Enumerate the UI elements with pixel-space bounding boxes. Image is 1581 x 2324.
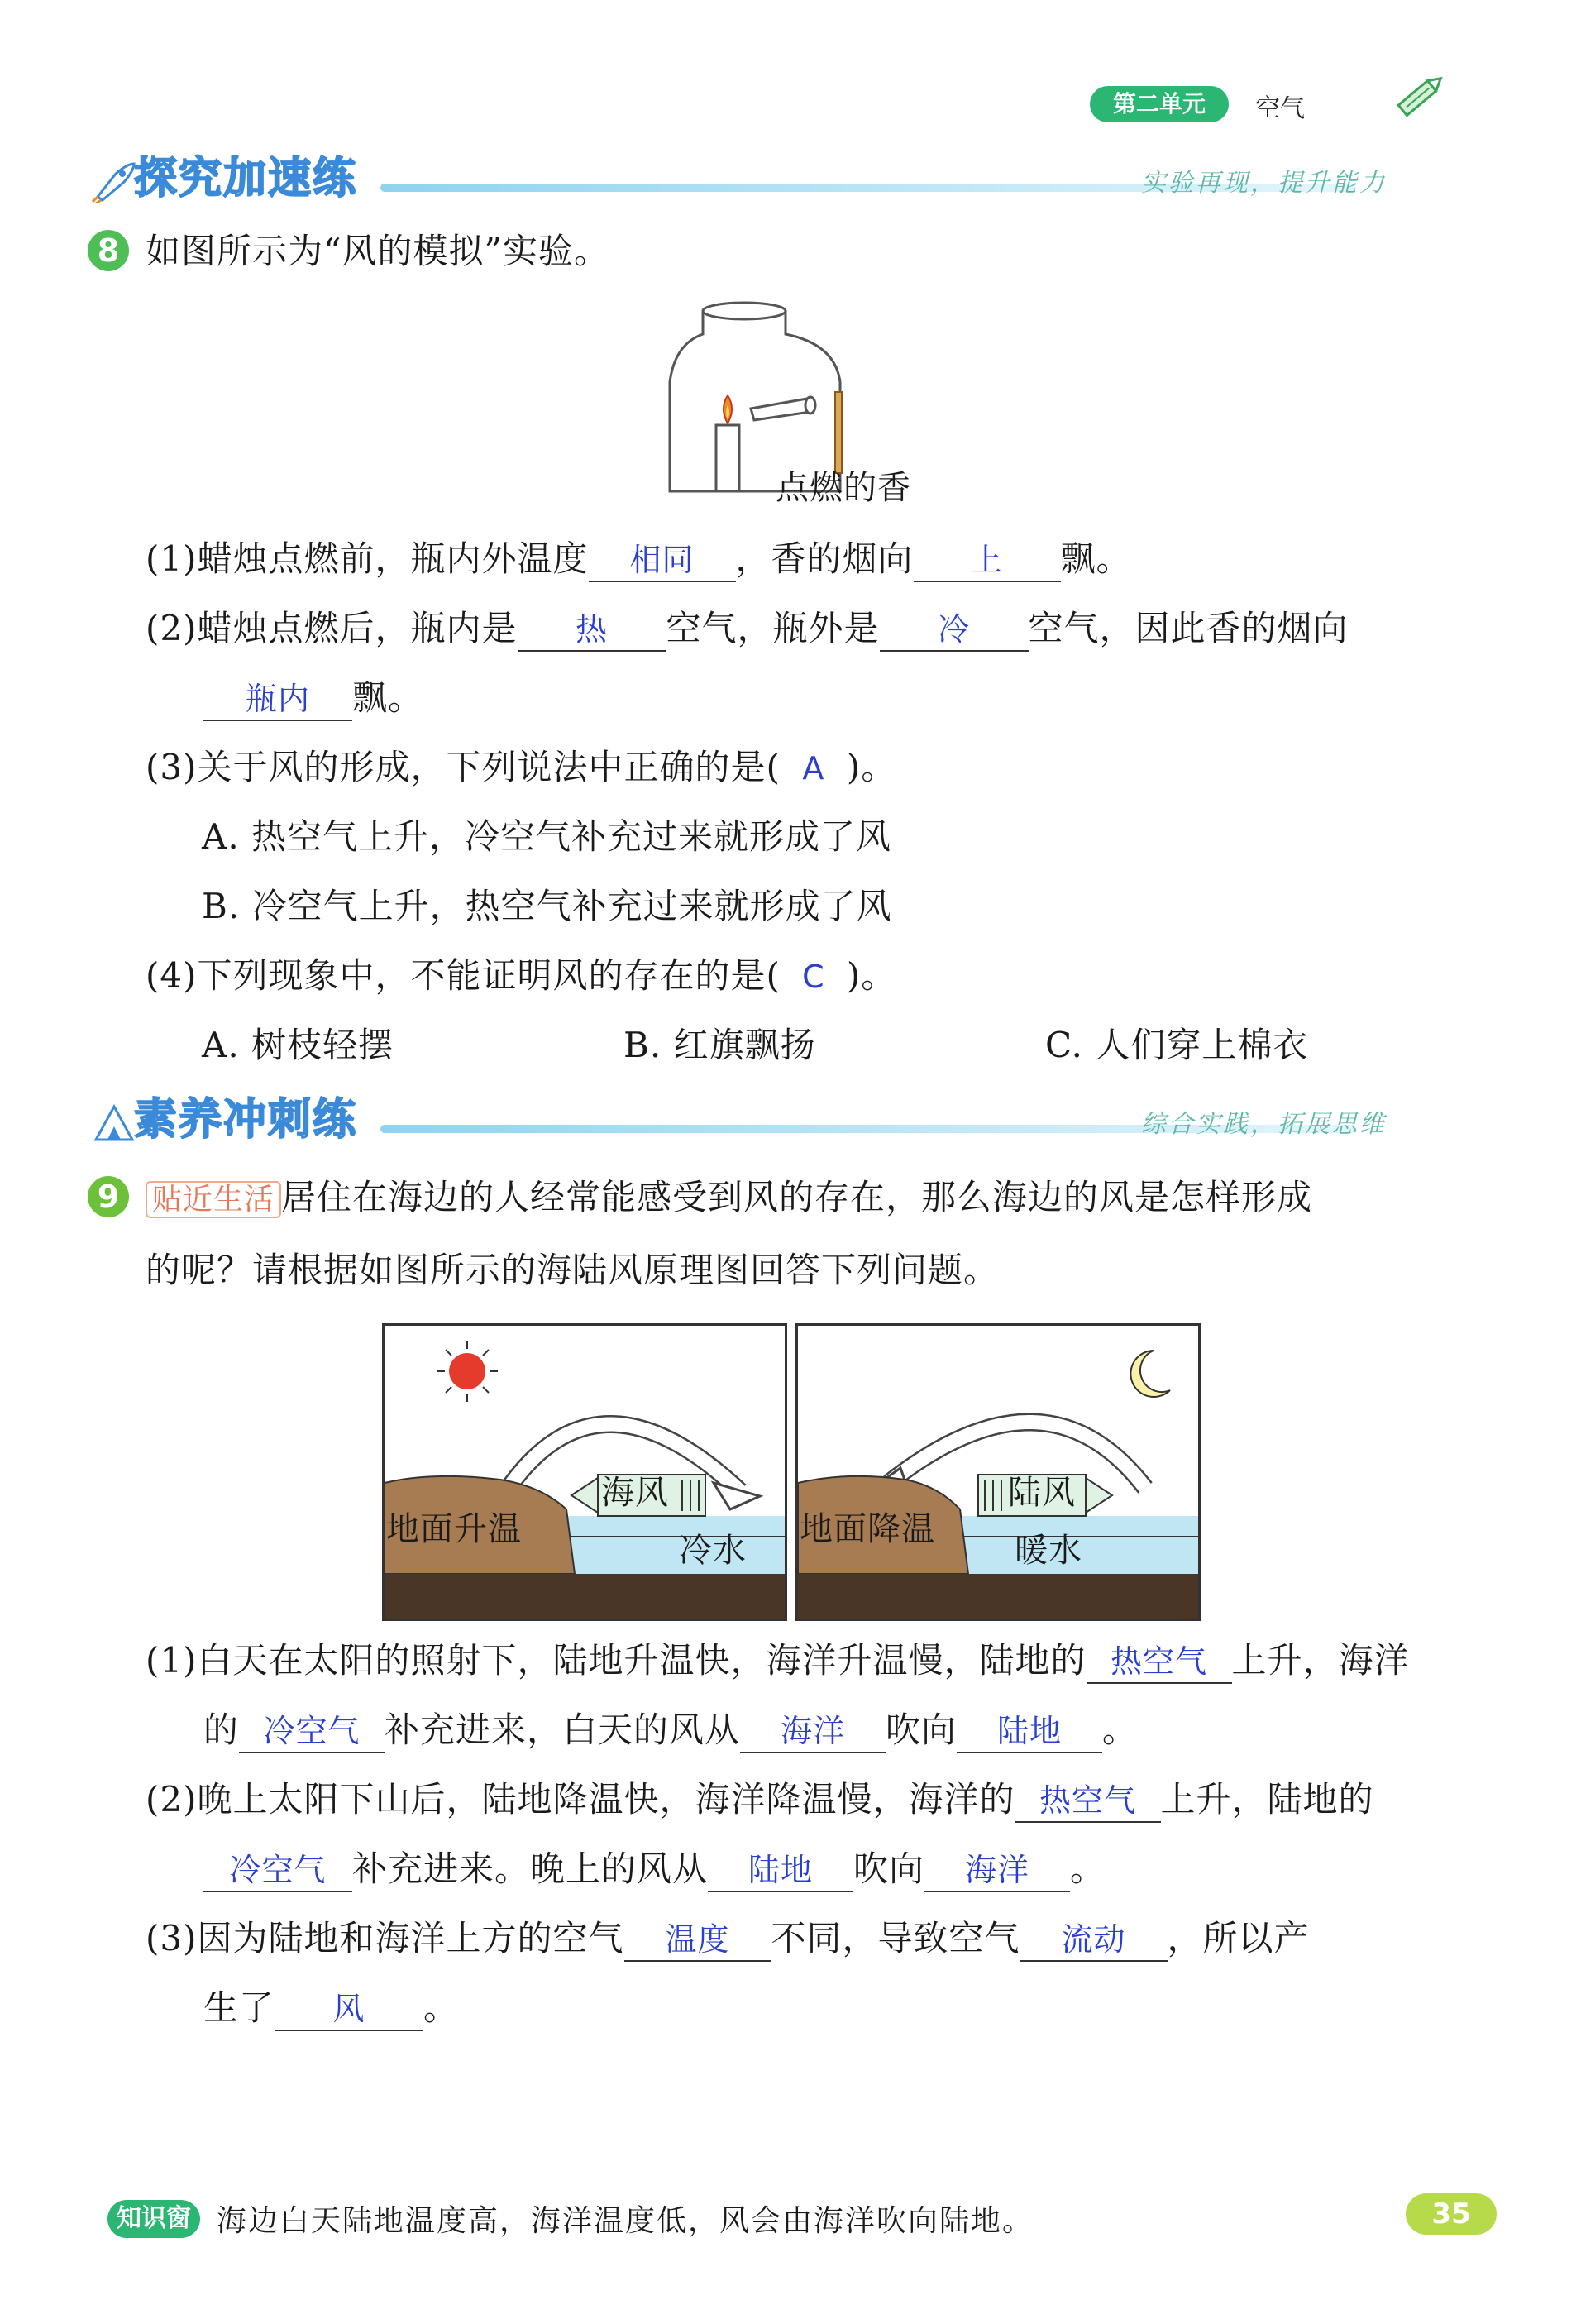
section-title: 素养冲刺练 [134, 1095, 358, 1145]
water-label: 暖水 [1015, 1532, 1082, 1570]
option-a: A. 树枝轻摆 [202, 1025, 394, 1065]
answer-text: 冷空气 [263, 1713, 361, 1749]
answer-blank [203, 677, 352, 721]
question-stem: 如图所示为“风的模拟”实验。 [146, 231, 609, 271]
section-header-literacy [83, 1097, 1439, 1150]
answer-text: 热空气 [1039, 1782, 1136, 1819]
sun-icon [437, 1341, 498, 1402]
answer-blank [880, 608, 1029, 652]
unit-title: 空气 [1255, 94, 1305, 123]
option-a: A. 热空气上升，冷空气补充过来就形成了风 [202, 816, 892, 857]
q9-part2-text-b: 上升，陆地的 [1160, 1779, 1374, 1820]
q9-part2-line2 [203, 1846, 1106, 1892]
pencil-icon [1391, 71, 1449, 121]
q9-part1-text-e: 吹向 [886, 1710, 958, 1750]
option-c: C. 人们穿上棉衣 [1045, 1025, 1309, 1065]
answer-text: 热 [575, 611, 608, 648]
answer-blank [624, 1918, 771, 1962]
q8-part4-text-a: (4)下列现象中，不能证明风的存在的是( [146, 955, 781, 996]
land-breeze-night-panel [795, 1323, 1201, 1621]
q8-part1 [146, 536, 1132, 582]
answer-blank [518, 608, 666, 652]
answer-text: 温度 [665, 1921, 730, 1958]
q9-part3-text-d: 生了 [203, 1987, 275, 2028]
question-stem-line1 [146, 1174, 1312, 1223]
life-tag: 贴近生活 [146, 1181, 281, 1218]
q9-part1-text-a: (1)白天在太阳的照射下，陆地升温快，海洋升温慢，陆地的 [146, 1640, 1087, 1681]
unit-badge: 第二单元 [1090, 86, 1229, 122]
wind-label: 陆风 [1008, 1474, 1076, 1512]
water-label: 冷水 [679, 1532, 747, 1570]
answer-text: 热空气 [1110, 1643, 1207, 1680]
rocket-icon [91, 1102, 137, 1145]
sea-breeze-day-panel [382, 1323, 787, 1621]
question-number: 9 [88, 1176, 129, 1217]
answer-text: 风 [332, 1991, 365, 2027]
q8-part1-text-c: 飘。 [1060, 538, 1132, 579]
q8-part1-text-a: (1)蜡烛点燃前，瓶内外温度 [146, 538, 589, 579]
answer-blank [589, 538, 736, 582]
answer-text: C [802, 959, 825, 995]
q8-part2 [146, 605, 1349, 652]
answer-blank [740, 1710, 886, 1753]
q8-part2-text-c: 空气，因此香的烟向 [1028, 608, 1349, 648]
answer-blank [914, 538, 1061, 582]
q9-part1-text-b: 上升，海洋 [1231, 1640, 1410, 1681]
q9-part3-text-b: 不同，导致空气 [771, 1918, 1020, 1958]
knowledge-window-text: 海边白天陆地温度高，海洋温度低，风会由海洋吹向陆地。 [217, 2204, 1034, 2238]
section-note: 综合实践，拓展思维 [1141, 1110, 1387, 1139]
q9-part1-text-c: 的 [203, 1710, 240, 1750]
rocket-icon [91, 160, 137, 203]
answer-blank [1020, 1918, 1168, 1962]
question-number: 8 [88, 230, 129, 271]
wind-label: 海风 [601, 1474, 669, 1512]
answer-blank [1015, 1779, 1161, 1823]
q9-part2-text-d: 吹向 [853, 1848, 925, 1889]
page-number: 35 [1406, 2193, 1497, 2235]
q8-part2-cont [203, 675, 423, 721]
answer-blank [708, 1848, 853, 1892]
q8-part3 [146, 744, 896, 791]
q9-part1-line2 [203, 1707, 1138, 1753]
answer-text: A [802, 750, 825, 787]
answer-text: 陆地 [748, 1852, 814, 1888]
q9-part1-text-d: 补充进来，白天的风从 [385, 1710, 741, 1750]
answer-text: 相同 [629, 542, 695, 578]
section-note: 实验再现，提升能力 [1141, 169, 1387, 198]
section-header-explore [83, 155, 1439, 208]
q8-part3-text-b: )。 [846, 747, 897, 787]
q9-part2-text-c: 补充进来。晚上的风从 [352, 1848, 709, 1889]
answer-text: 冷 [938, 611, 971, 648]
answer-text: 流动 [1061, 1921, 1126, 1958]
answer-blank [1087, 1640, 1232, 1684]
question-stem-line2: 的呢？请根据如图所示的海陆风原理图回答下列问题。 [146, 1250, 1000, 1290]
q8-part2-text-d: 飘。 [352, 677, 424, 718]
answer-text: 海洋 [965, 1852, 1030, 1888]
figure-label-incense: 点燃的香 [776, 469, 911, 507]
q8-part2-text-a: (2)蜡烛点燃后，瓶内是 [146, 608, 518, 648]
answer-blank [957, 1710, 1102, 1753]
land-label: 地面降温 [800, 1510, 935, 1548]
night-diagram [798, 1326, 1198, 1619]
answer-blank [924, 1848, 1070, 1892]
q8-part2-text-b: 空气，瓶外是 [666, 608, 880, 648]
section-title: 探究加速练 [134, 154, 358, 203]
answer-text: 上 [971, 542, 1004, 578]
q9-part1-line1 [146, 1638, 1410, 1684]
answer-text: 陆地 [997, 1713, 1063, 1749]
option-b: B. 冷空气上升，热空气补充过来就形成了风 [202, 886, 892, 926]
answer-text: 海洋 [781, 1713, 846, 1749]
answer-blank [203, 1848, 352, 1892]
q9-part3-text-e: 。 [423, 1987, 460, 2028]
answer-blank [239, 1710, 385, 1753]
q9-part2-line1 [146, 1776, 1374, 1823]
q9-part3-text-c: ，所以产 [1167, 1918, 1310, 1958]
day-diagram [385, 1326, 785, 1619]
q8-part4 [146, 953, 896, 1000]
q8-part3-text-a: (3)关于风的形成，下列说法中正确的是( [146, 747, 781, 787]
q9-part1-text-f: 。 [1102, 1710, 1139, 1750]
land-label: 地面升温 [386, 1510, 522, 1548]
option-b: B. 红旗飘扬 [623, 1025, 816, 1065]
q9-part3-text-a: (3)因为陆地和海洋上方的空气 [146, 1918, 624, 1958]
moon-icon [1130, 1351, 1170, 1397]
stem-text-a: 居住在海边的人经常能感受到风的存在，那么海边的风是怎样形成 [281, 1177, 1313, 1217]
q9-part3-line2 [203, 1985, 459, 2031]
answer-text: 瓶内 [245, 681, 310, 717]
answer-blank [275, 1987, 423, 2031]
q8-part4-text-b: )。 [846, 955, 897, 996]
q8-part1-text-b: ，香的烟向 [735, 538, 914, 579]
knowledge-window-badge: 知识窗 [107, 2200, 200, 2238]
answer-text: 冷空气 [229, 1852, 327, 1888]
q9-part2-text-e: 。 [1070, 1848, 1106, 1889]
q9-part2-text-a: (2)晚上太阳下山后，陆地降温快，海洋降温慢，海洋的 [146, 1779, 1015, 1820]
q9-part3-line1 [146, 1915, 1310, 1962]
